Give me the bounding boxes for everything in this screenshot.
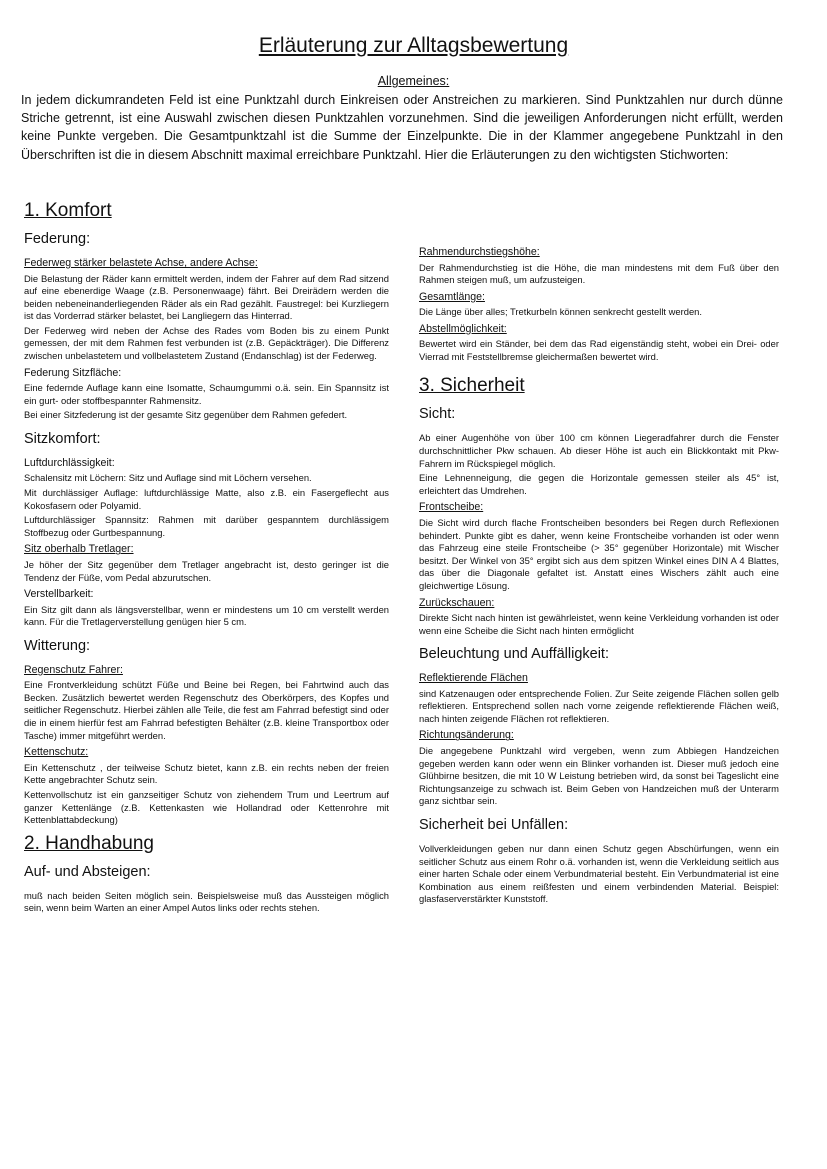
tretlager-label: Sitz oberhalb Tretlager: [24,543,134,556]
sitzflaeche-text-1: Eine federnde Auflage kann eine Isomatte, Schaumgummi o.ä. sein. Ein Spannsitz ist ein gurt- oder stoffbespannter Rahmensitz. [24,382,389,406]
unfall-text: Vollverkleidungen geben nur dann einen Schutz gegen Abschürfungen, wenn ein seitlicher Schutz aus einem Rohr o.ä. vorhanden ist, wenn die Verkleidung seitlich aus einer harten Schale oder einem Verbundmaterial besteht. Ein Verbundmaterial ist eine Kombination aus einem reißfesten und einem verbindenden Material. Beispiel: glasfaserverstärkter Kunststoff. [419,842,779,905]
sitzflaeche-label: Federung Sitzfläche: [24,366,122,379]
verstell-text: Ein Sitz gilt dann als längsverstellbar, wenn er mindestens um 10 cm verstellt werden kann. Für die Tretlagerverstellung genügen hier 5 cm. [24,603,389,628]
verstell-label: Verstellbarkeit: [24,588,94,601]
zurueck-text: Direkte Sicht nach hinten ist gewährleistet, wenn keine Verkleidung vorhanden ist oder wenn eine Scheibe die Sicht nach hinten ermöglicht [419,612,779,636]
reflekt-label: Reflektierende Flächen [419,672,528,685]
sicht-text-1: Ab einer Augenhöhe von über 100 cm können Liegeradfahrer durch die Fenster durchschnittlicher Pkw schauen. Ab dieser Höhe ist auch ein Blickkontakt mit Pkw-Fahrern im Rückspiegel möglich. [419,432,779,469]
abstell-text: Bewertet wird ein Ständer, bei dem das Rad eigenständig steht, wobei ein Drei- oder Vierrad mit Feststellbremse gleichermaßen bewertet wird. [419,338,779,362]
luft-text-1: Schalensitz mit Löchern: Sitz und Auflage sind mit Löchern versehen. [24,472,312,484]
page-title: Erläuterung zur Alltagsbewertung [258,34,569,57]
federweg-text-1: Die Belastung der Räder kann ermittelt werden, indem der Fahrer auf dem Rad sitzend auf eine ebenerdige Waage (z.B. Personenwaage) fährt. Bei Dreirädern werden die beiden nebeneinanderliegenden Räder als ein Rad gezählt. Faustregel: bei Kurzliegern ist das Vorderrad stärker belastet, bei Langliegern das Hinterrad. [24,272,389,322]
section-sicherheit-heading: 3. Sicherheit [419,375,525,397]
richtung-label: Richtungsänderung: [419,729,514,742]
aufab-text: muß nach beiden Seiten möglich sein. Beispielsweise muß das Aussteigen möglich sein, wenn beim Warten an einer Ampel Autos links oder rechts stehen. [24,889,389,914]
ketten-text-1: Ein Kettenschutz , der teilweise Schutz bietet, kann z.B. ein rechts neben der freien Kette angebrachter Schutz sein. [24,761,389,786]
intro-heading: Allgemeines: [377,74,450,88]
intro-text: In jedem dickumrandeten Feld ist eine Punktzahl durch Einkreisen oder Anstreichen zu markieren. Sind Punktzahlen nur durch dünne Striche getrennt, ist eine Auswahl zwischen diesen Punktzahlen vorzunehmen. Sind die jeweiligen Anforderungen nicht erfüllt, werden keine Punkte vergeben. Die Gesamtpunktzahl ist die Summe der Einzelpunkte. Die in der Klammer angegebene Punktzahl in den Überschriften ist die in diesem Abschnitt maximal erreichbare Punktzahl. Hier die Erläuterungen zu den wichtigsten Stichworten: [21,93,783,162]
federweg-text-2: Der Federweg wird neben der Achse des Rades vom Boden bis zu einem Punkt gemessen, der mit dem Rahmen fest verbunden ist (z.B. Gepäckträger). Die Differenz zwischen unbelastetem und vollbelastetem Zustand (Endanschlag) ist der Federweg. [24,324,389,362]
sitzflaeche-text-2: Bei einer Sitzfederung ist der gesamte Sitz gegenüber dem Rahmen gefedert. [24,409,348,421]
section-komfort-heading: 1. Komfort [24,200,112,221]
right-column [419,242,779,908]
left-column [24,194,389,917]
zurueck-label: Zurückschauen: [419,596,495,609]
unfall-heading: Sicherheit bei Unfällen: [419,816,569,833]
tretlager-text: Je höher der Sitz gegenüber dem Tretlager angebracht ist, desto geringer ist die Tendenz der Füße, vom Pedal abzurutschen. [24,558,389,583]
durchstieg-label: Rahmendurchstiegshöhe: [419,246,540,258]
regen-text: Eine Frontverkleidung schützt Füße und Beine bei Regen, bei Fahrtwind auch das Becken. Zusätzlich bewertet werden Regenschutz des Oberkörpers, des Kopfes und seitlicher Regenschutz. Hierbei zählen alle Teile, die fest am Fahrrad befestigt sind oder die in einem hierfür fest am Fahrrad befestigten Behälter (z.B. kleine Transportbox oder Tasche) immer mitgeführt werden. [24,679,389,741]
regen-label: Regenschutz Fahrer: [24,663,123,676]
ketten-text-2: Kettenvollschutz ist ein ganzseitiger Schutz von ziehendem Trum und Leertrum auf ganzer Kettenlänge (z.B. Kettenkasten wie Hollandrad oder Kettenrohre mit Kettenblattabdeckung) [24,788,389,826]
abstell-label: Abstellmöglichkeit: [419,322,507,335]
sicht-heading: Sicht: [419,406,456,423]
durchstieg-text: Der Rahmendurchstieg ist die Höhe, die man mindestens mit dem Fuß über den Rahmen steigen muß, um aufzusteigen. [419,261,779,286]
front-text: Die Sicht wird durch flache Frontscheiben besonders bei Regen durch Reflexionen behindert. Punkte gibt es daher, wenn keine Frontscheibe vorhanden ist oder wenn das Fahrzeug eine steile Frontscheibe (> 35° gegenüber Horizontale) mit Wischer besitzt. Der Winkel von 35° ergibt sich aus dem spitzen Winkel eines DIN A 4 Blattes, das über die Diagonale gefaltet ist. Anstatt eines Wischers zählt auch eine gleichwertige Lösung. [419,516,779,591]
front-label: Frontscheibe: [419,501,484,514]
richtung-text: Die angegebene Punktzahl wird vergeben, wenn zum Abbiegen Handzeichen gegeben werden kann oder wenn ein Blinker vorhanden ist. Dieser muß jedoch eine Glühbirne besitzen, die mit 10 W Leistung betrieben wird, da sonst bei Tageslicht eine Richtungsanzeige zu schwach ist. Beim Geben von Handzeichen muß der Unterarm ganz sichtbar sein. [419,744,779,807]
sicht-text-2: Eine Lehnenneigung, die gegen die Horizontale gemessen steiler als 45° ist, erleichtert das Umdrehen. [419,472,779,496]
ketten-label: Kettenschutz: [24,746,89,759]
laenge-text: Die Länge über alles; Tretkurbeln können senkrecht gestellt werden. [419,306,702,318]
luft-label: Luftdurchlässigkeit: [24,456,115,469]
federung-heading: Federung: [24,231,91,247]
reflekt-text: sind Katzenaugen oder entsprechende Folien. Zur Seite zeigende Flächen sollen gelb reflektieren. Entsprechend sollen nach vorne zeigende reflektierende Flächen weiß, nach hinten zeigende Flächen rot reflektieren. [419,687,779,724]
aufab-heading: Auf- und Absteigen: [24,863,151,880]
sitzkomfort-heading: Sitzkomfort: [24,430,101,447]
witterung-heading: Witterung: [24,637,91,654]
section-handhabung-heading: 2. Handhabung [24,832,154,854]
federweg-label: Federweg stärker belastete Achse, andere Achse: [24,257,258,269]
beleuchtung-heading: Beleuchtung und Auffälligkeit: [419,646,609,663]
luft-text-2: Mit durchlässiger Auflage: luftdurchlässige Matte, also z.B. ein Fasergeflecht aus Kokosfasern oder Polyamid. [24,487,389,511]
luft-text-3: Luftdurchlässiger Spannsitz: Rahmen mit darüber gespanntem durchlässigem Stoffbezug oder Gurtbespannung. [24,514,389,538]
laenge-label: Gesamtlänge: [419,290,485,303]
